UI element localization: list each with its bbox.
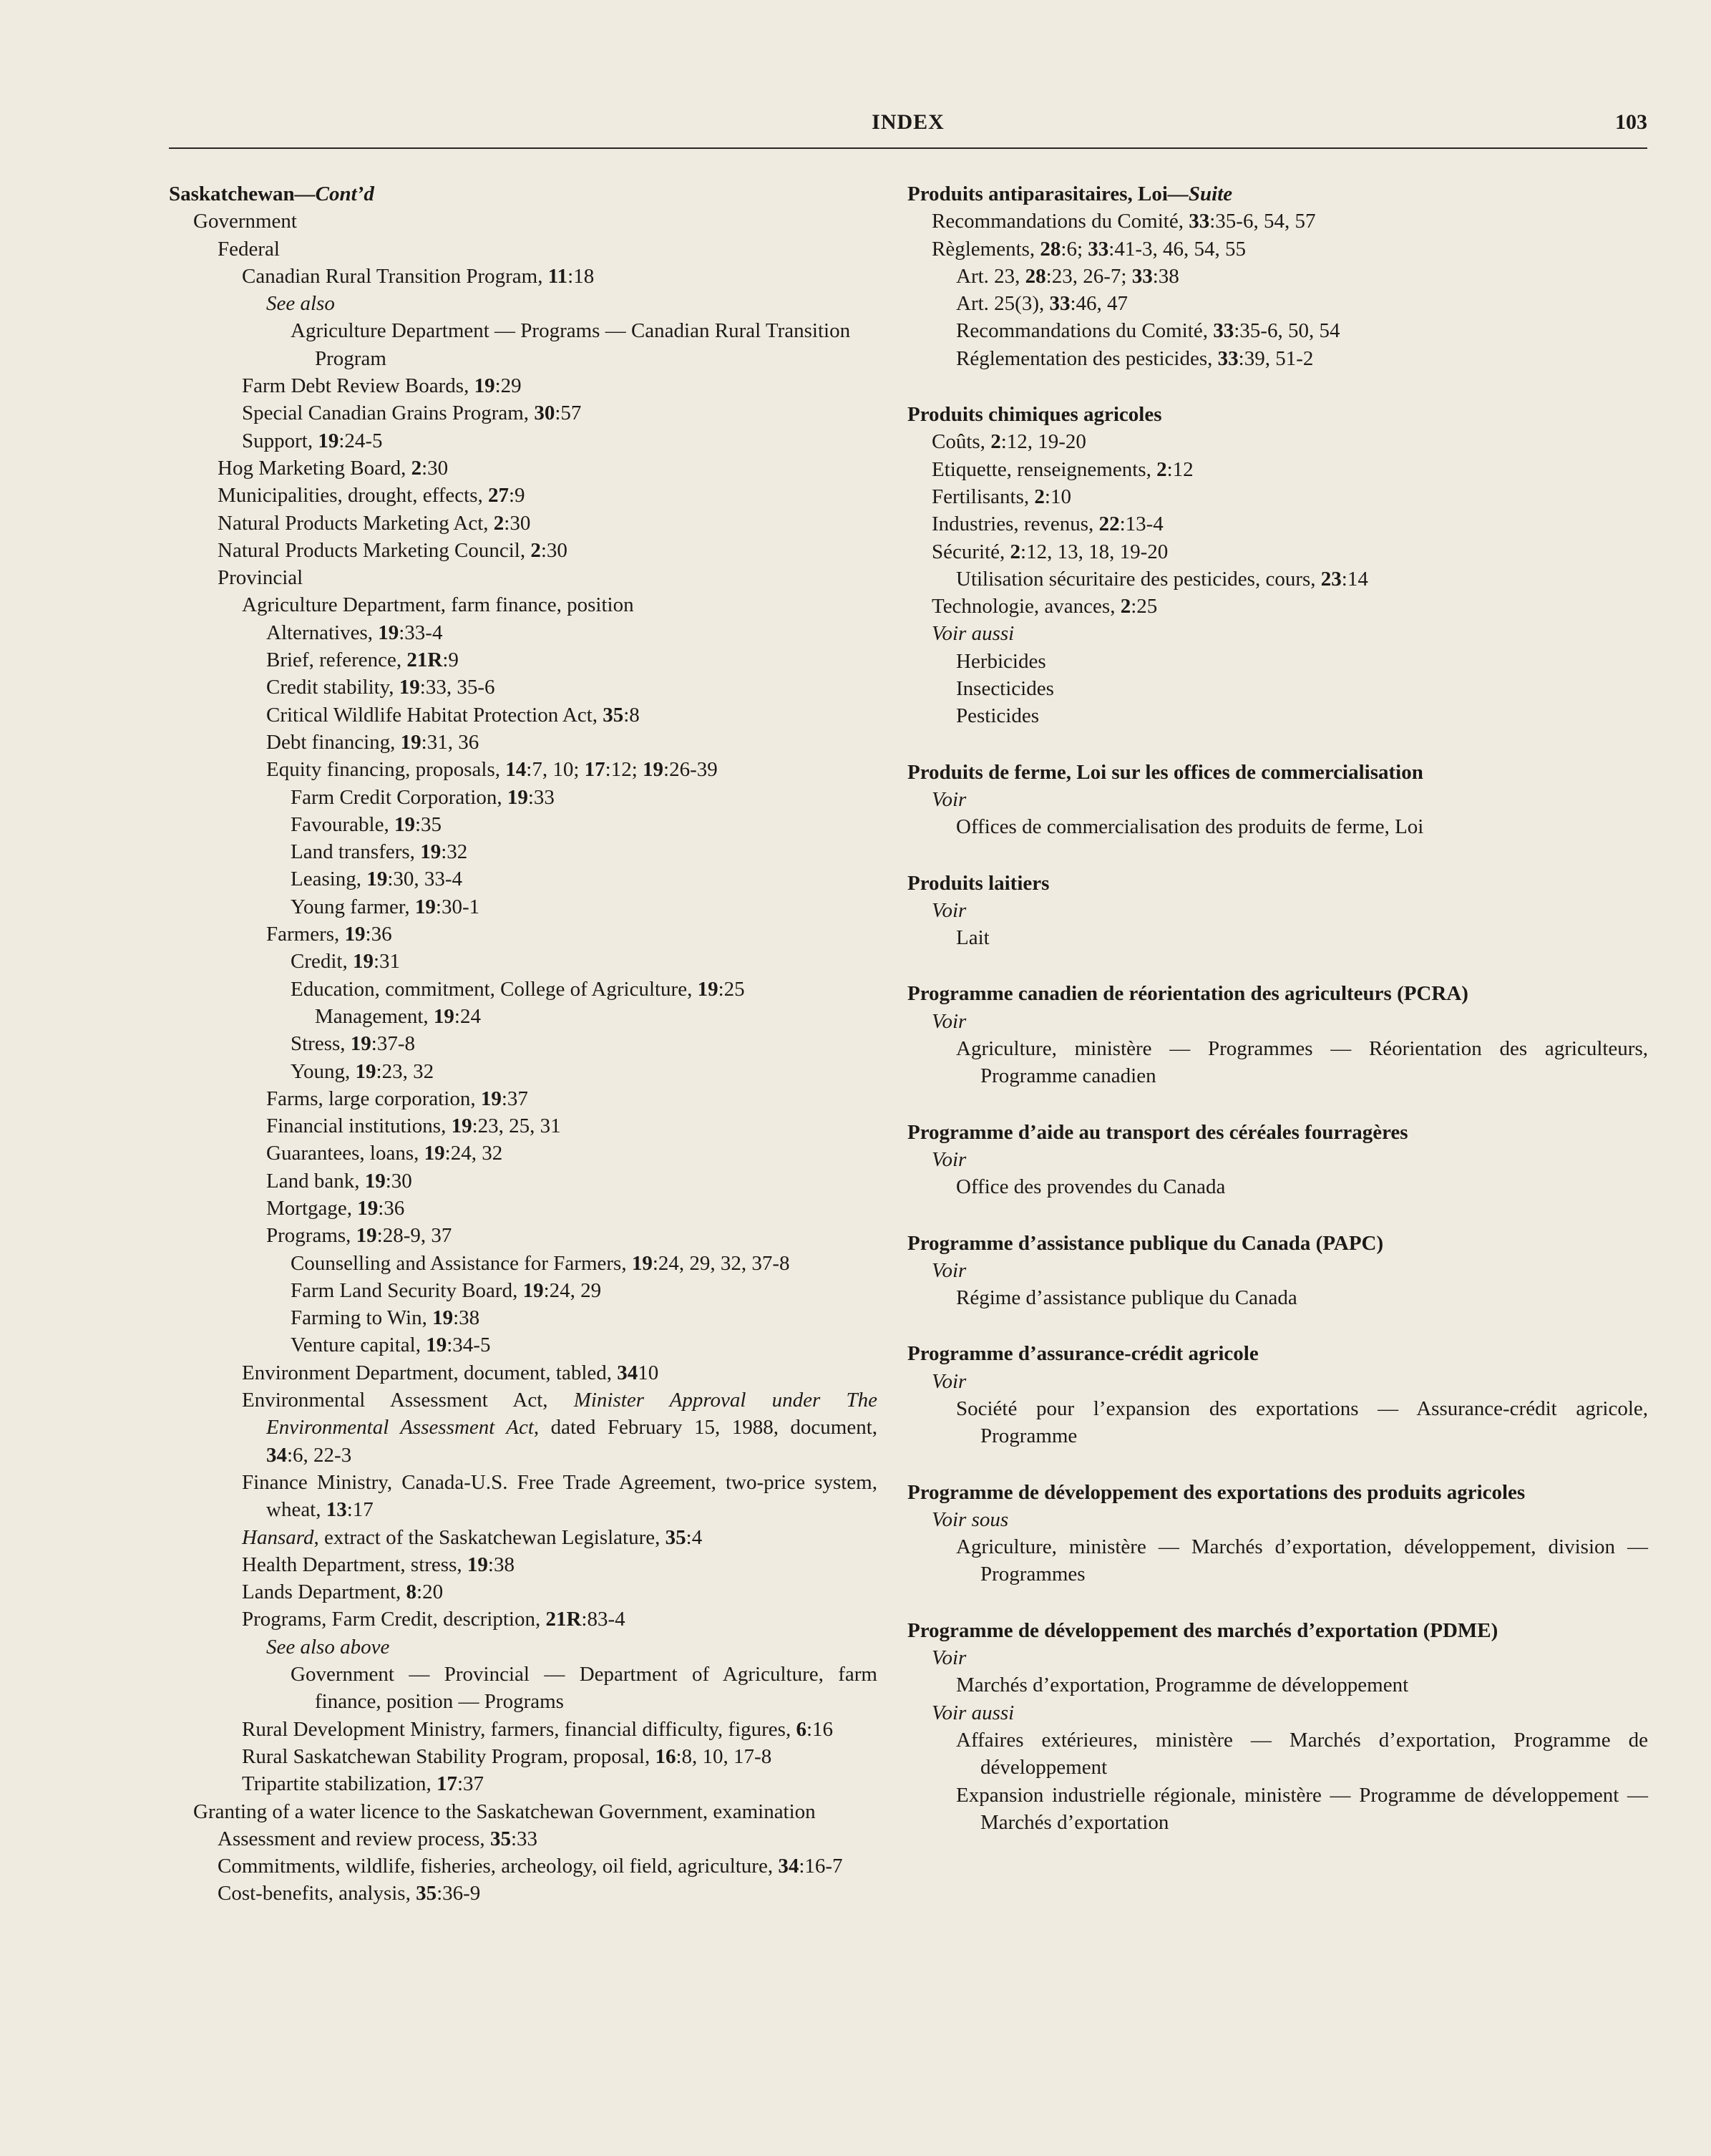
index-entry: Assessment and review process, 35:33 (218, 1827, 537, 1850)
index-entry: Favourable, 19:35 (291, 812, 442, 836)
index-entry: Recommandations du Comité, 33:35-6, 50, 54 (956, 319, 1340, 343)
index-heading: Programme canadien de réorientation des agriculteurs (PCRA) (907, 982, 1468, 1006)
index-entry: Stress, 19:37-8 (291, 1032, 416, 1056)
index-entry: Farming to Win, 19:38 (291, 1306, 480, 1330)
index-entry: Voir (932, 1258, 967, 1282)
index-entry: Voir (932, 1009, 967, 1033)
index-heading: Programme de développement des exportations des produits agricoles (907, 1480, 1526, 1504)
index-entry: Government — Provincial — Department of Agriculture, farm finance, position — Programs (291, 1663, 877, 1714)
index-entry: Commitments, wildlife, fisheries, archeology, oil field, agriculture, 34:16-7 (218, 1855, 843, 1878)
index-entry: Expansion industrielle régionale, ministère — Programme de développement — Marchés d’exportation (956, 1783, 1648, 1834)
index-entry: Recommandations du Comité, 33:35-6, 54, 57 (932, 210, 1316, 233)
index-entry: Agriculture, ministère — Programmes — Réorientation des agriculteurs, Programme canadien (956, 1037, 1648, 1088)
index-heading: Produits antiparasitaires, Loi—Suite (907, 183, 1233, 205)
index-entry: Special Canadian Grains Program, 30:57 (242, 402, 582, 425)
index-entry: Mortgage, 19:36 (266, 1196, 405, 1220)
index-entry: Affaires extérieures, ministère — Marchés d’exportation, Programme de développement (956, 1728, 1648, 1779)
index-entry: Debt financing, 19:31, 36 (266, 730, 479, 754)
index-entry: Young farmer, 19:30-1 (291, 895, 480, 918)
index-entry: Voir (932, 898, 967, 922)
index-heading: Produits de ferme, Loi sur les offices de commercialisation (907, 760, 1423, 784)
index-entry: Health Department, stress, 19:38 (242, 1553, 515, 1576)
index-entry: Société pour l’expansion des exportations — Assurance-crédit agricole, Programme (956, 1397, 1648, 1448)
index-entry: Environment Department, document, tabled, 3410 (242, 1361, 659, 1384)
index-entry: Provincial (218, 566, 303, 590)
index-entry: Land transfers, 19:32 (291, 840, 468, 864)
header-rule (169, 147, 1647, 149)
index-entry: Rural Development Ministry, farmers, financial difficulty, figures, 6:16 (242, 1717, 834, 1741)
index-entry: Equity financing, proposals, 14:7, 10; 17:12; 19:26-39 (266, 758, 718, 782)
index-entry: Natural Products Marketing Act, 2:30 (218, 511, 531, 535)
index-heading: Programme de développement des marchés d’exportation (PDME) (907, 1618, 1498, 1642)
index-entry: Sécurité, 2:12, 13, 18, 19-20 (932, 540, 1169, 563)
index-entry: Industries, revenus, 22:13-4 (932, 513, 1164, 536)
index-heading: Saskatchewan—Cont’d (169, 183, 374, 205)
index-entry: Federal (218, 237, 280, 261)
index-entry: Voir (932, 1147, 967, 1171)
index-entry: Agriculture Department — Programs — Canadian Rural Transition Program (291, 319, 851, 370)
index-entry: Lands Department, 8:20 (242, 1580, 444, 1604)
index-entry: Voir sous (932, 1507, 1009, 1531)
index-entry: Granting of a water licence to the Saskatchewan Government, examination (193, 1800, 816, 1823)
index-entry: Rural Saskatchewan Stability Program, proposal, 16:8, 10, 17-8 (242, 1744, 772, 1768)
index-entry: Education, commitment, College of Agriculture, 19:25 (291, 977, 745, 1001)
index-entry: Art. 23, 28:23, 26-7; 33:38 (956, 264, 1179, 288)
index-entry: Règlements, 28:6; 33:41-3, 46, 54, 55 (932, 237, 1247, 261)
index-entry: Marchés d’exportation, Programme de développement (956, 1674, 1409, 1697)
index-entry: Programs, 19:28-9, 37 (266, 1224, 452, 1248)
index-heading: Programme d’assistance publique du Canada (PAPC) (907, 1231, 1384, 1255)
index-entry: Utilisation sécuritaire des pesticides, cours, 23:14 (956, 567, 1368, 591)
index-entry: Critical Wildlife Habitat Protection Act, 35:8 (266, 703, 640, 727)
index-entry: See also (266, 292, 335, 316)
index-entry: Cost-benefits, analysis, 35:36-9 (218, 1882, 481, 1905)
page-title: INDEX (872, 110, 945, 134)
index-entry: Land bank, 19:30 (266, 1169, 412, 1193)
index-entry: Young, 19:23, 32 (291, 1059, 434, 1083)
index-entry: Régime d’assistance publique du Canada (956, 1286, 1297, 1310)
index-heading: Produits chimiques agricoles (907, 403, 1162, 427)
index-entry: Management, 19:24 (315, 1004, 481, 1028)
index-entry: Municipalities, drought, effects, 27:9 (218, 484, 525, 508)
index-entry: Voir aussi (932, 622, 1015, 646)
index-entry: Support, 19:24-5 (242, 429, 383, 452)
index-entry: Art. 25(3), 33:46, 47 (956, 292, 1129, 316)
index-entry: Réglementation des pesticides, 33:39, 51-2 (956, 346, 1314, 370)
index-entry: Offices de commercialisation des produits de ferme, Loi (956, 815, 1424, 839)
index-entry: Agriculture Department, farm finance, position (242, 593, 634, 617)
index-entry: Canadian Rural Transition Program, 11:18 (242, 264, 595, 288)
index-entry: See also above (266, 1635, 390, 1659)
index-entry: Credit, 19:31 (291, 950, 401, 973)
index-entry: Voir aussi (932, 1701, 1015, 1724)
index-entry: Coûts, 2:12, 19-20 (932, 430, 1086, 454)
index-entry: Voir (932, 1369, 967, 1393)
page-number: 103 (1615, 110, 1647, 134)
index-entry: Programs, Farm Credit, description, 21R:83-4 (242, 1608, 625, 1631)
index-entry: Guarantees, loans, 19:24, 32 (266, 1142, 503, 1165)
index-entry: Financial institutions, 19:23, 25, 31 (266, 1115, 561, 1138)
index-entry: Venture capital, 19:34-5 (291, 1334, 491, 1357)
index-entry: Alternatives, 19:33-4 (266, 621, 443, 644)
right-column (907, 180, 1648, 1836)
index-heading: Programme d’aide au transport des céréales fourragères (907, 1120, 1408, 1144)
index-entry: Environmental Assessment Act, Minister Approval under The Environmental Assessment Act, dated February 15, 1988, document, 34:6, 22-3 (242, 1389, 877, 1467)
index-heading: Produits laitiers (907, 871, 1050, 895)
index-entry: Technologie, avances, 2:25 (932, 595, 1158, 618)
index-entry: Farm Land Security Board, 19:24, 29 (291, 1278, 602, 1302)
page-header (169, 107, 1647, 149)
index-entry: Voir (932, 1646, 967, 1670)
index-entry: Hog Marketing Board, 2:30 (218, 456, 449, 480)
index-heading: Programme d’assurance-crédit agricole (907, 1342, 1259, 1366)
index-entry: Brief, reference, 21R:9 (266, 649, 459, 672)
index-entry: Lait (956, 926, 990, 950)
index-entry: Credit stability, 19:33, 35-6 (266, 676, 495, 699)
index-entry: Herbicides (956, 649, 1046, 673)
index-entry: Voir (932, 787, 967, 811)
index-entry: Counselling and Assistance for Farmers, 19:24, 29, 32, 37-8 (291, 1251, 790, 1275)
index-entry: Fertilisants, 2:10 (932, 485, 1071, 508)
index-entry: Tripartite stabilization, 17:37 (242, 1772, 484, 1796)
index-entry: Farm Debt Review Boards, 19:29 (242, 374, 522, 398)
index-entry: Insecticides (956, 677, 1054, 701)
index-entry: Leasing, 19:30, 33-4 (291, 868, 463, 891)
index-entry: Farms, large corporation, 19:37 (266, 1087, 528, 1110)
index-entry: Farm Credit Corporation, 19:33 (291, 785, 555, 809)
left-column (169, 180, 877, 1908)
index-entry: Pesticides (956, 704, 1039, 728)
index-entry: Hansard, extract of the Saskatchewan Legislature, 35:4 (242, 1525, 703, 1549)
index-entry: Finance Ministry, Canada-U.S. Free Trade Agreement, two-price system, wheat, 13:17 (242, 1470, 877, 1522)
index-entry: Etiquette, renseignements, 2:12 (932, 457, 1194, 481)
index-entry: Office des provendes du Canada (956, 1175, 1226, 1199)
index-entry: Natural Products Marketing Council, 2:30 (218, 538, 567, 562)
index-entry: Government (193, 210, 297, 233)
index-entry: Agriculture, ministère — Marchés d’exportation, développement, division — Programmes (956, 1535, 1648, 1586)
index-entry: Farmers, 19:36 (266, 923, 392, 946)
